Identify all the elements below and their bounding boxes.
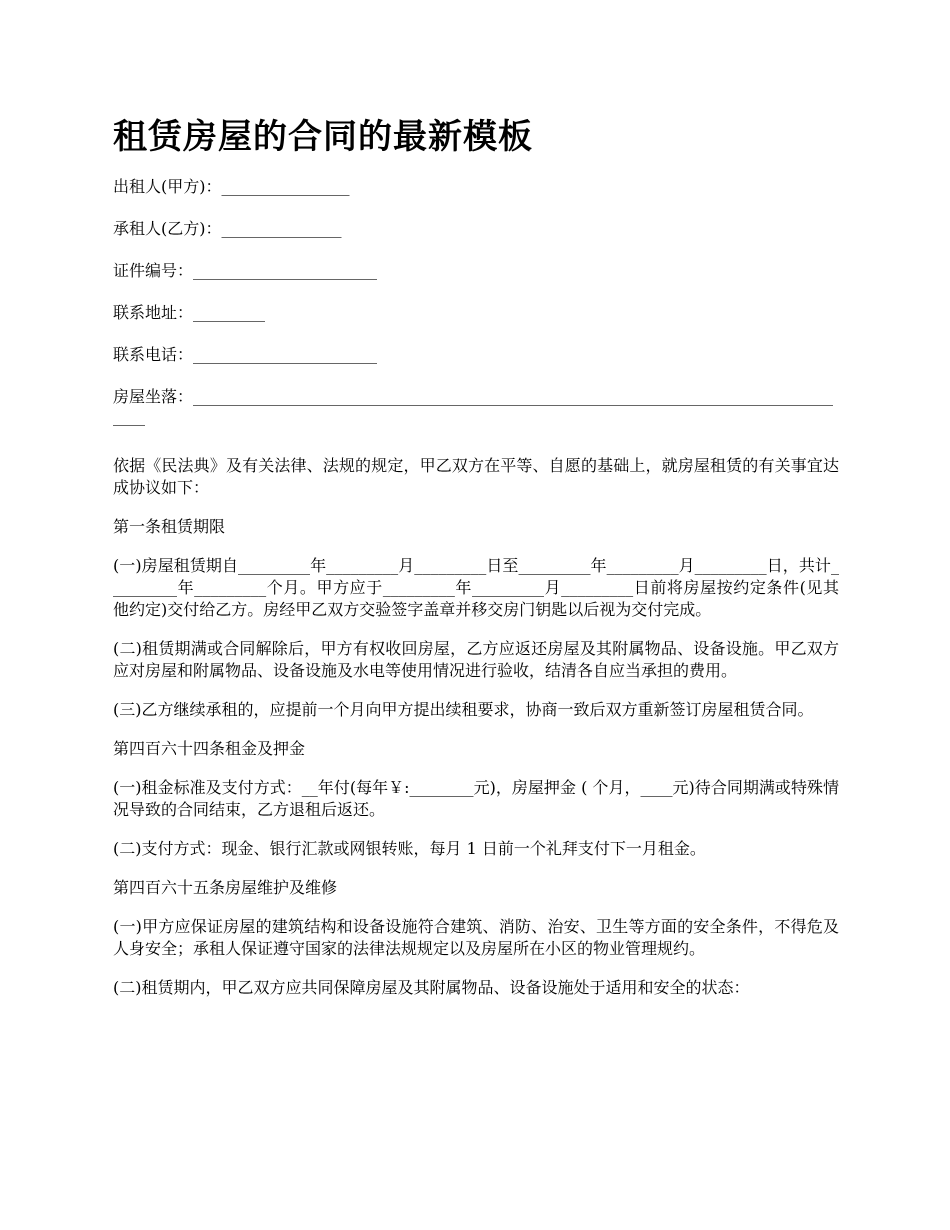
paragraph-lease-renewal: (三)乙方继续承租的，应提前一个月向甲方提出续租要求，协商一致后双方重新签订房屋租赁合同。 (113, 700, 814, 719)
id-number-field: 证件编号：_______________________ (113, 261, 378, 280)
section-heading-lease-term: 第一条租赁期限 (113, 517, 226, 536)
contact-phone-field: 联系电话：_______________________ (113, 345, 378, 364)
paragraph-lease-period: (一)房屋租赁期自_________年_________月_________日至_________年_________月_________日，共计_________年_________个月。甲方应于_________年_________月_________日前将房屋按约定条件(见其他约定)交付给乙方。房经甲乙双方交验签字盖章并移交房门钥匙以后视为交付完成。 (113, 556, 839, 619)
paragraph-payment-method: (二)支付方式：现金、银行汇款或网银转账，每月 1 日前一个礼拜支付下一月租金。 (113, 839, 706, 858)
intro-paragraph: 依据《民法典》及有关法律、法规的规定，甲乙双方在平等、自愿的基础上，就房屋租赁的有关事宜达成协议如下： (113, 456, 839, 497)
lessor-field: 出租人(甲方)：________________ (113, 177, 350, 196)
contact-address-field: 联系地址：_________ (113, 303, 266, 322)
paragraph-safety-guarantee: (一)甲方应保证房屋的建筑结构和设备设施符合建筑、消防、治安、卫生等方面的安全条件，不得危及人身安全；承租人保证遵守国家的法律法规规定以及房屋所在小区的物业管理规约。 (113, 917, 839, 958)
page-title: 租赁房屋的合同的最新模板 (113, 117, 533, 157)
property-location-field: 房屋坐落：____________________________________________________________________________________ (113, 387, 834, 426)
paragraph-rent-standard: (一)租金标准及支付方式：__年付(每年￥:________元)，房屋押金 ( 个月，____元)待合同期满或特殊情况导致的合同结束，乙方退租后返还。 (113, 778, 839, 819)
paragraph-lease-expiry: (二)租赁期满或合同解除后，甲方有权收回房屋，乙方应返还房屋及其附属物品、设备设施。甲乙双方应对房屋和附属物品、设备设施及水电等使用情况进行验收，结清各自应当承担的费用。 (113, 639, 839, 680)
paragraph-joint-maintenance: (二)租赁期内，甲乙双方应共同保障房屋及其附属物品、设备设施处于适用和安全的状态： (113, 978, 750, 997)
document-page (113, 112, 839, 1016)
section-heading-rent-deposit: 第四百六十四条租金及押金 (113, 739, 306, 758)
lessee-field: 承租人(乙方)：_______________ (113, 219, 342, 238)
section-heading-maintenance: 第四百六十五条房屋维护及维修 (113, 878, 338, 897)
